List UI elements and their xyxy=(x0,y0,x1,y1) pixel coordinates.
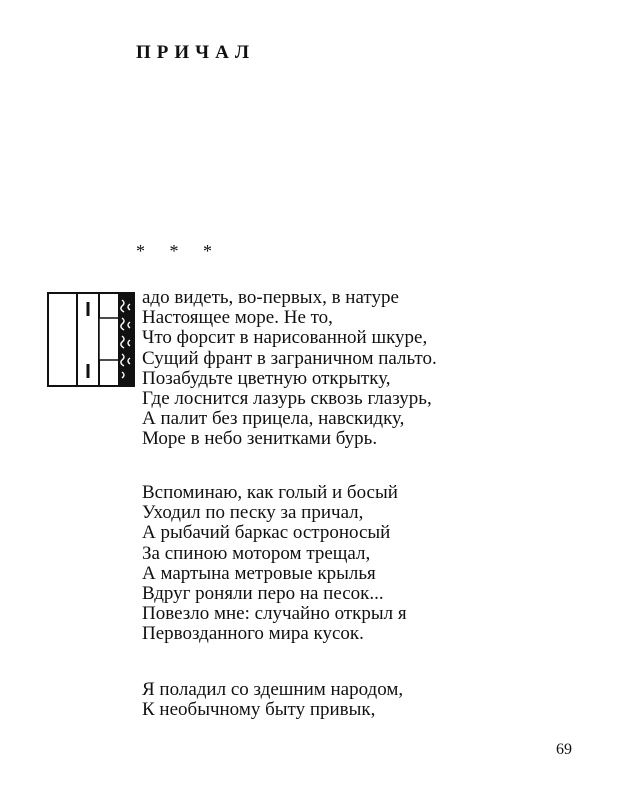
verse-line: Позабудьте цветную открытку, xyxy=(142,367,391,389)
verse-line: А мартына метровые крылья xyxy=(142,562,376,584)
verse-line: Настоящее море. Не то, xyxy=(142,307,333,329)
verse-line: А палит без прицела, навскидку, xyxy=(142,408,405,430)
stanza-2 xyxy=(142,483,407,645)
verse-line: Что форсит в нарисованной шкуре, xyxy=(142,327,428,349)
verse-line: адо видеть, во-первых, в натуре xyxy=(142,287,399,308)
verse-line: Где лоснится лазурь сквозь глазурь, xyxy=(142,388,432,410)
section-separator: * * * xyxy=(136,241,222,261)
verse-line: Первозданного мира кусок. xyxy=(142,623,364,645)
verse-line: Вдруг роняли перо на песок... xyxy=(142,583,384,605)
verse-line: Море в небо зенитками бурь. xyxy=(142,428,378,450)
poem-title: ПРИЧАЛ xyxy=(136,42,255,63)
verse-line: Уходил по песку за причал, xyxy=(142,502,364,524)
verse-line: За спиною мотором трещал, xyxy=(142,542,371,564)
verse-line: Сущий франт в заграничном пальто. xyxy=(142,347,437,369)
drop-cap-ornament-icon xyxy=(47,292,135,387)
verse-line: Повезло мне: случайно открыл я xyxy=(142,603,407,625)
stanza-1 xyxy=(142,288,437,450)
page-number: 69 xyxy=(556,741,572,758)
stanza-3 xyxy=(142,680,403,720)
verse-line: Вспоминаю, как голый и босый xyxy=(142,482,398,503)
verse-line: А рыбачий баркас остроносый xyxy=(142,522,391,544)
verse-line: Я поладил со здешним народом, xyxy=(142,679,404,700)
verse-line: К необычному быту привык, xyxy=(142,699,376,721)
